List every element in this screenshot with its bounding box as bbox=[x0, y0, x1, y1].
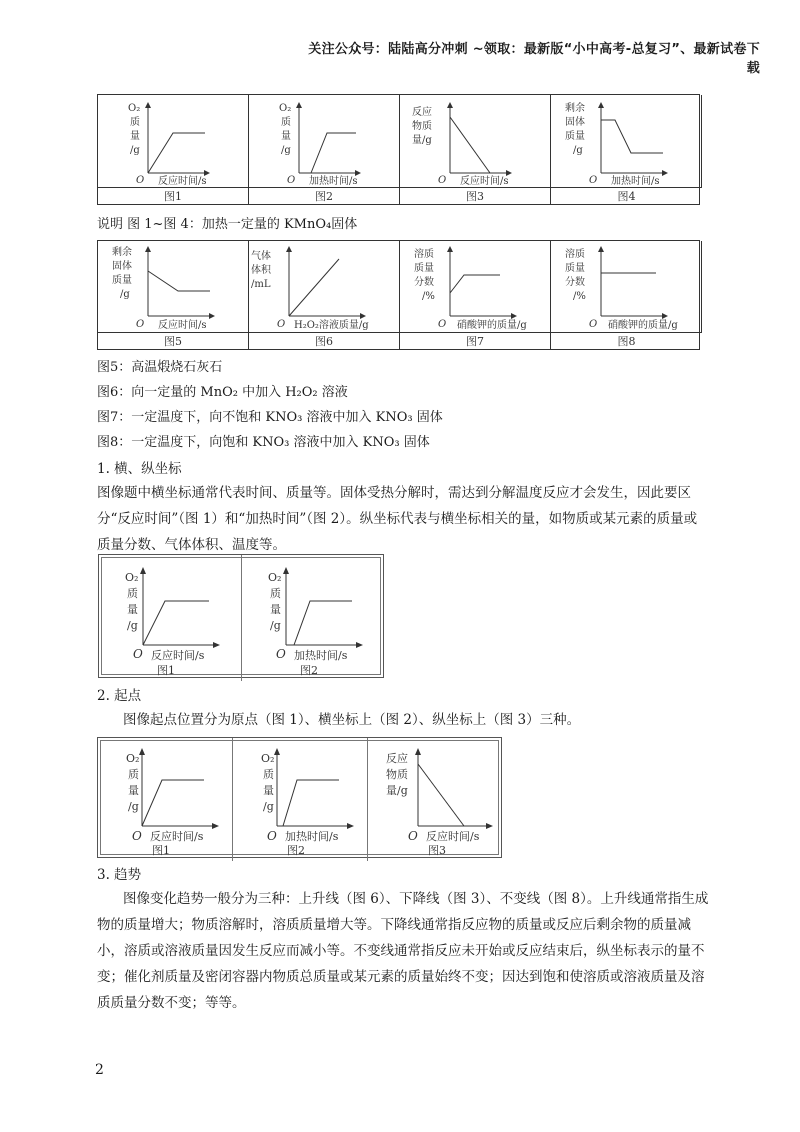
fig-label: 图3 bbox=[400, 187, 551, 205]
svg-text:溶质: 溶质 bbox=[565, 249, 585, 260]
svg-text:量: 量 bbox=[130, 131, 140, 142]
top-table-row2 bbox=[97, 240, 700, 350]
caption-fig6: 图6：向一定量的 MnO₂ 中加入 H₂O₂ 溶液 bbox=[97, 385, 348, 400]
svg-text:O: O bbox=[277, 319, 286, 330]
svg-text:溶质: 溶质 bbox=[414, 249, 434, 260]
svg-text:O₂: O₂ bbox=[261, 752, 275, 765]
fig6-cell bbox=[249, 241, 400, 332]
svg-text:图2: 图2 bbox=[300, 664, 318, 677]
svg-text:/g: /g bbox=[263, 800, 274, 813]
svg-text:量: 量 bbox=[263, 784, 274, 797]
s2-fig2-graph bbox=[233, 738, 367, 857]
svg-text:O: O bbox=[136, 175, 145, 186]
svg-text:图3: 图3 bbox=[428, 844, 446, 857]
svg-text:加热时间/s: 加热时间/s bbox=[309, 176, 358, 187]
svg-text:O₂: O₂ bbox=[279, 103, 292, 114]
svg-text:分数: 分数 bbox=[414, 277, 434, 288]
section2-title: 2. 起点 bbox=[97, 688, 142, 704]
svg-text:加热时间/s: 加热时间/s bbox=[285, 830, 339, 843]
svg-text:质量: 质量 bbox=[565, 131, 585, 142]
svg-text:量: 量 bbox=[270, 603, 281, 616]
svg-text:O: O bbox=[287, 175, 296, 186]
svg-text:质量: 质量 bbox=[565, 263, 585, 274]
svg-text:加热时间/s: 加热时间/s bbox=[611, 176, 660, 187]
caption-fig7: 图7：一定温度下，向不饱和 KNO₃ 溶液中加入 KNO₃ 固体 bbox=[97, 410, 443, 425]
section1-figures bbox=[98, 554, 384, 678]
s2-fig2-cell bbox=[233, 738, 368, 861]
svg-text:质: 质 bbox=[281, 117, 291, 128]
s1-fig2-graph bbox=[242, 555, 384, 677]
svg-text:反应时间/s: 反应时间/s bbox=[158, 176, 207, 187]
svg-text:/g: /g bbox=[120, 289, 130, 300]
svg-text:固体: 固体 bbox=[565, 117, 585, 128]
fig-label: 图2 bbox=[249, 187, 400, 205]
section2-paragraph: 图像起点位置分为原点（图 1）、横坐标上（图 2）、纵坐标上（图 3）三种。 bbox=[123, 712, 581, 728]
fig1-graph bbox=[98, 95, 248, 187]
svg-text:H₂O₂溶液质量/g: H₂O₂溶液质量/g bbox=[294, 320, 369, 331]
page-header: 关注公众号：陆陆高分冲刺 ~领取：最新版“小中高考-总复习”、最新试卷下载 bbox=[308, 42, 760, 76]
fig-label: 图5 bbox=[98, 332, 249, 350]
svg-text:反应时间/s: 反应时间/s bbox=[158, 320, 207, 331]
fig2-graph bbox=[249, 95, 399, 187]
svg-text:物质: 物质 bbox=[386, 768, 408, 781]
svg-text:质: 质 bbox=[263, 768, 274, 781]
svg-text:量: 量 bbox=[128, 784, 139, 797]
page-number: 2 bbox=[95, 1062, 104, 1078]
s1-fig1-cell bbox=[99, 555, 242, 681]
fig7-graph bbox=[400, 241, 550, 332]
fig5-graph bbox=[98, 241, 248, 332]
s2-fig1-graph bbox=[98, 738, 232, 857]
s1-fig1-graph bbox=[99, 555, 241, 677]
svg-text:量/g: 量/g bbox=[412, 135, 432, 146]
fig7-cell bbox=[400, 241, 551, 332]
svg-text:质量: 质量 bbox=[112, 275, 132, 286]
fig-label: 图1 bbox=[98, 187, 249, 205]
svg-text:/g: /g bbox=[573, 145, 583, 156]
svg-text:O: O bbox=[276, 647, 286, 661]
section1-paragraph: 图像题中横坐标通常代表时间、质量等。固体受热分解时，需达到分解温度反应才会发生，因此要区分“反应时间”（图 1）和“加热时间”（图 2）。纵坐标代表与横坐标相关的量，如物质或某元素的质量或质量分数、气体体积、温度等。 bbox=[97, 485, 698, 553]
svg-text:/%: /% bbox=[573, 291, 586, 302]
svg-text:分数: 分数 bbox=[565, 277, 585, 288]
section3-title: 3. 趋势 bbox=[97, 867, 142, 883]
svg-text:O: O bbox=[589, 319, 598, 330]
svg-text:O₂: O₂ bbox=[125, 571, 139, 584]
svg-text:量/g: 量/g bbox=[386, 784, 408, 797]
fig-label: 图4 bbox=[551, 187, 702, 205]
svg-text:固体: 固体 bbox=[112, 261, 132, 272]
section2-figures bbox=[97, 737, 502, 858]
svg-text:反应: 反应 bbox=[412, 107, 432, 118]
svg-text:O: O bbox=[438, 175, 447, 186]
svg-text:硝酸钾的质量/g: 硝酸钾的质量/g bbox=[608, 320, 678, 331]
svg-text:/mL: /mL bbox=[251, 279, 271, 290]
svg-text:O: O bbox=[133, 647, 143, 661]
caption-fig8: 图8：一定温度下，向饱和 KNO₃ 溶液中加入 KNO₃ 固体 bbox=[97, 435, 430, 450]
svg-text:O₂: O₂ bbox=[128, 103, 141, 114]
fig3-graph bbox=[400, 95, 550, 187]
svg-text:硝酸钾的质量/g: 硝酸钾的质量/g bbox=[457, 320, 527, 331]
s2-fig3-graph bbox=[368, 738, 502, 857]
svg-text:O: O bbox=[267, 829, 277, 843]
fig-label: 图7 bbox=[400, 332, 551, 350]
svg-text:反应时间/s: 反应时间/s bbox=[150, 830, 204, 843]
s2-fig1-cell bbox=[98, 738, 233, 861]
svg-text:/g: /g bbox=[270, 619, 281, 632]
svg-text:图1: 图1 bbox=[157, 664, 175, 677]
svg-text:/g: /g bbox=[128, 800, 139, 813]
svg-text:物质: 物质 bbox=[412, 121, 432, 132]
fig6-graph bbox=[249, 241, 399, 332]
svg-text:/%: /% bbox=[422, 291, 435, 302]
top-table-row1 bbox=[97, 94, 700, 205]
svg-text:O₂: O₂ bbox=[126, 752, 140, 765]
fig1-cell bbox=[98, 95, 249, 187]
svg-text:反应时间/s: 反应时间/s bbox=[151, 649, 205, 662]
svg-text:图1: 图1 bbox=[152, 844, 170, 857]
s2-fig3-cell bbox=[368, 738, 502, 861]
svg-text:反应时间/s: 反应时间/s bbox=[460, 176, 509, 187]
fig5-cell bbox=[98, 241, 249, 332]
svg-text:剩余: 剩余 bbox=[565, 103, 585, 114]
svg-text:质: 质 bbox=[127, 587, 138, 600]
fig8-cell bbox=[551, 241, 702, 332]
svg-text:剩余: 剩余 bbox=[112, 247, 132, 258]
svg-text:/g: /g bbox=[130, 145, 140, 156]
svg-text:图2: 图2 bbox=[287, 844, 305, 857]
section1-title: 1. 横、纵坐标 bbox=[97, 461, 182, 477]
caption-fig5: 图5：高温煅烧石灰石 bbox=[97, 360, 223, 375]
fig4-graph bbox=[551, 95, 701, 187]
svg-text:O₂: O₂ bbox=[268, 571, 282, 584]
svg-text:质: 质 bbox=[128, 768, 139, 781]
svg-text:量: 量 bbox=[127, 603, 138, 616]
svg-text:质: 质 bbox=[270, 587, 281, 600]
svg-text:O: O bbox=[589, 175, 598, 186]
explain-text: 说明 图 1~图 4：加热一定量的 KMnO₄固体 bbox=[97, 217, 358, 232]
svg-text:量: 量 bbox=[281, 131, 291, 142]
fig4-cell bbox=[551, 95, 702, 187]
s1-fig2-cell bbox=[242, 555, 384, 681]
svg-text:加热时间/s: 加热时间/s bbox=[294, 649, 348, 662]
svg-text:质: 质 bbox=[130, 117, 140, 128]
fig-label: 图6 bbox=[249, 332, 400, 350]
svg-text:体积: 体积 bbox=[251, 265, 271, 276]
svg-text:反应时间/s: 反应时间/s bbox=[426, 830, 480, 843]
svg-text:质量: 质量 bbox=[414, 263, 434, 274]
svg-text:O: O bbox=[408, 829, 418, 843]
fig8-graph bbox=[551, 241, 701, 332]
fig3-cell bbox=[400, 95, 551, 187]
svg-text:O: O bbox=[438, 319, 447, 330]
section3-paragraph: 图像变化趋势一般分为三种：上升线（图 6）、下降线（图 3）、不变线（图 8）。上升线通常指生成物的质量增大；物质溶解时，溶质质量增大等。下降线通常指反应物的质量或反应后剩余物的质量减小，溶质或溶液质量因发生反应而减小等。不变线通常指反应未开始或反应结束后，纵坐标表示的量不变；催化剂质量及密闭容器内物质总质量或某元素的质量始终不变；因达到饱和使溶质或溶液质量及溶质质量分数不变；等等。 bbox=[97, 891, 709, 1011]
svg-text:气体: 气体 bbox=[251, 251, 271, 262]
svg-text:/g: /g bbox=[281, 145, 291, 156]
svg-text:O: O bbox=[136, 319, 145, 330]
fig-label: 图8 bbox=[551, 332, 702, 350]
svg-text:/g: /g bbox=[127, 619, 138, 632]
svg-text:O: O bbox=[132, 829, 142, 843]
fig2-cell bbox=[249, 95, 400, 187]
svg-text:反应: 反应 bbox=[386, 752, 408, 765]
